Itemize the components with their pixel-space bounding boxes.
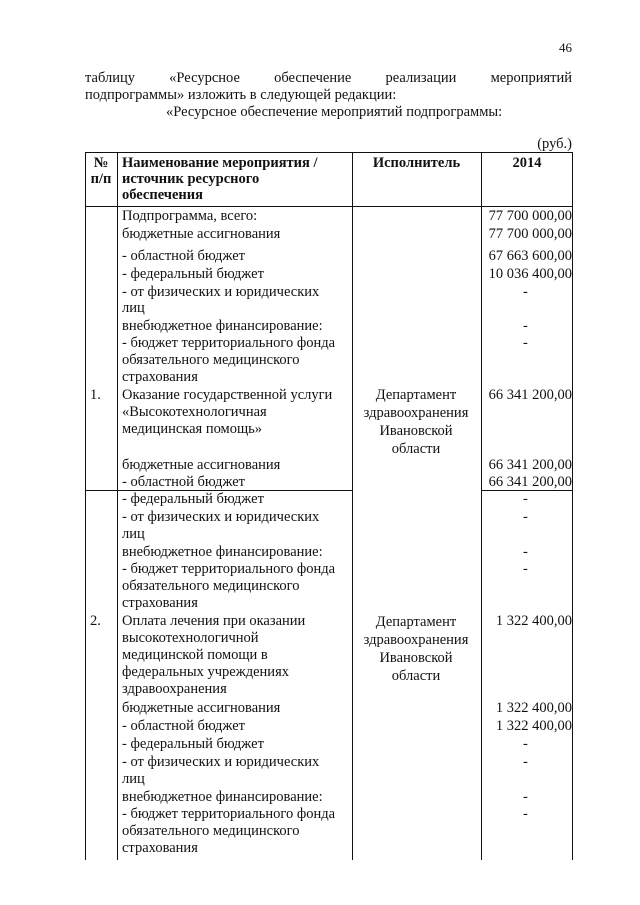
total-extra-label: внебюджетное финансирование:	[122, 318, 323, 334]
row2-fund-label-1: - бюджет территориального фонда	[122, 806, 336, 822]
row1-fund-label-1: - бюджет территориального фонда	[122, 561, 336, 577]
row1-fund-value: -	[523, 561, 528, 577]
intro-line-2: подпрограммы» изложить в следующей редакции:	[85, 87, 397, 103]
total-fund-label-2: обязательного медицинского	[122, 352, 300, 368]
row1-budget-value: 66 341 200,00	[488, 457, 572, 473]
intro-line-1: таблицу «Ресурсное обеспечение реализации мероприятий	[85, 70, 572, 86]
total-extra-value: -	[523, 318, 528, 334]
total-fund-value: -	[523, 335, 528, 351]
header-name-line1: Наименование мероприятия /	[122, 155, 318, 171]
header-num-line1: №	[93, 155, 109, 171]
row2-federal-label: - федеральный бюджет	[122, 736, 264, 752]
row1-exec-line4: области	[391, 441, 441, 457]
total-persons-label-2: лиц	[122, 300, 145, 316]
header-name	[122, 155, 318, 203]
row1-extra-label: внебюджетное финансирование:	[122, 544, 323, 560]
row2-name-1: Оплата лечения при оказании	[122, 613, 306, 629]
row2-name-4: федеральных учреждениях	[122, 664, 289, 680]
row2-name-2: высокотехнологичной	[122, 630, 259, 646]
row1-executor	[352, 386, 480, 458]
table-left-border	[85, 152, 86, 860]
row2-extra-label: внебюджетное финансирование:	[122, 789, 323, 805]
row2-persons-label-1: - от физических и юридических	[122, 754, 320, 770]
row1-persons-value: -	[523, 509, 528, 525]
row1-num: 1.	[90, 387, 101, 403]
total-regional-value: 67 663 600,00	[488, 248, 572, 264]
row1-name-2: «Высокотехнологичная	[122, 404, 267, 420]
row2-fund-value: -	[523, 806, 528, 822]
total-fund-label-3: страхования	[122, 369, 198, 385]
col-divider-num	[117, 152, 118, 860]
row2-exec-line1: Департамент	[375, 614, 457, 630]
row1-exec-line3: Ивановской	[379, 423, 453, 439]
row2-budget-value: 1 322 400,00	[495, 700, 572, 716]
row2-exec-line4: области	[391, 668, 441, 684]
header-exec: Исполнитель	[372, 155, 461, 171]
row2-name-5: здравоохранения	[122, 681, 227, 697]
total-budget-value: 77 700 000,00	[488, 226, 572, 242]
row2-executor	[352, 613, 480, 685]
total-persons-label-1: - от физических и юридических	[122, 284, 320, 300]
header-year: 2014	[512, 155, 542, 171]
header-bottom-line	[85, 206, 573, 207]
header-num-line2: п/п	[90, 171, 112, 187]
total-label: Подпрограмма, всего:	[122, 208, 258, 224]
total-regional-label: - областной бюджет	[122, 248, 246, 264]
row1-persons-label-2: лиц	[122, 526, 145, 542]
row2-federal-value: -	[523, 736, 528, 752]
total-value: 77 700 000,00	[488, 208, 572, 224]
row1-exec-line1: Департамент	[375, 387, 457, 403]
row2-persons-label-2: лиц	[122, 771, 145, 787]
row2-exec-line3: Ивановской	[379, 650, 453, 666]
header-num	[85, 155, 117, 187]
row2-fund-label-3: страхования	[122, 840, 198, 856]
row2-name-3: медицинской помощи в	[122, 647, 268, 663]
row1-fund-label-2: обязательного медицинского	[122, 578, 300, 594]
row1-name-1: Оказание государственной услуги	[122, 387, 333, 403]
row2-value: 1 322 400,00	[495, 613, 572, 629]
row1-extra-value: -	[523, 544, 528, 560]
row1-regional-value: 66 341 200,00	[488, 474, 572, 490]
row2-regional-label: - областной бюджет	[122, 718, 246, 734]
header-name-line3: обеспечения	[122, 187, 203, 203]
row2-extra-value: -	[523, 789, 528, 805]
row2-exec-line2: здравоохранения	[363, 632, 469, 648]
total-fund-label-1: - бюджет территориального фонда	[122, 335, 336, 351]
row2-fund-label-2: обязательного медицинского	[122, 823, 300, 839]
header-name-line2: источник ресурсного	[122, 171, 260, 187]
row1-persons-label-1: - от физических и юридических	[122, 509, 320, 525]
table-top-line	[85, 152, 573, 153]
row1-federal-label: - федеральный бюджет	[122, 491, 264, 507]
row2-num: 2.	[90, 613, 101, 629]
unit-label: (руб.)	[537, 136, 572, 152]
row1-exec-line2: здравоохранения	[363, 405, 469, 421]
page-number: 46	[559, 40, 572, 55]
intro-line-3: «Ресурсное обеспечение мероприятий подпрограммы:	[166, 104, 503, 120]
row1-value: 66 341 200,00	[488, 387, 572, 403]
total-budget-label: бюджетные ассигнования	[122, 226, 281, 242]
total-federal-value: 10 036 400,00	[488, 266, 572, 282]
row2-budget-label: бюджетные ассигнования	[122, 700, 281, 716]
row1-fund-label-3: страхования	[122, 595, 198, 611]
row2-regional-value: 1 322 400,00	[495, 718, 572, 734]
col-divider-name	[352, 152, 353, 860]
row2-persons-value: -	[523, 754, 528, 770]
row1-federal-value: -	[523, 491, 528, 507]
table-right-border	[572, 152, 573, 860]
total-persons-value: -	[523, 284, 528, 300]
total-federal-label: - федеральный бюджет	[122, 266, 264, 282]
row1-budget-label: бюджетные ассигнования	[122, 457, 281, 473]
row1-name-3: медицинская помощь»	[122, 421, 263, 437]
row1-regional-label: - областной бюджет	[122, 474, 246, 490]
